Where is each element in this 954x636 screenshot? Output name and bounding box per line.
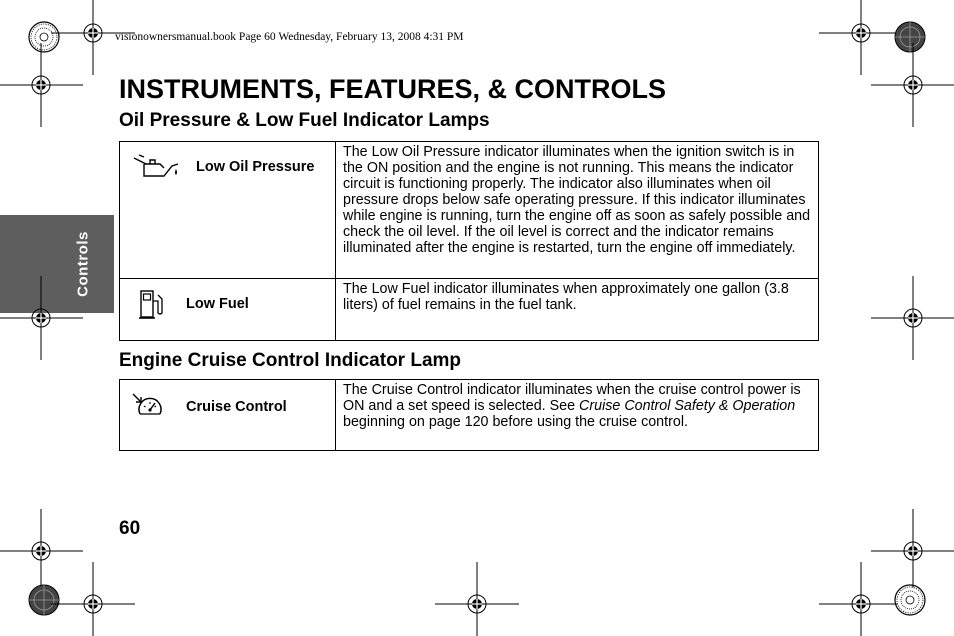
print-header: visionownersmanual.book Page 60 Wednesday, February 13, 2008 4:31 PM — [115, 31, 464, 43]
indicator-description: The Low Oil Pressure indicator illuminates when the ignition switch is in the ON position and the engine is not running. This means the indicator circuit is functioning properly. The indicator also illuminates when oil pressure drops below safe operating pressure. If this indicator illuminates while engine is running, turn the engine off as soon as safely possible and check the oil level. If the oil level is correct and the indicator remains illuminated after the engine is restarted, turn the engine off immediately. — [336, 142, 819, 279]
section-title-oil-fuel: Oil Pressure & Low Fuel Indicator Lamps — [119, 110, 490, 131]
description-text: beginning on page 120 before using the cruise control. — [343, 414, 688, 430]
page-title: INSTRUMENTS, FEATURES, & CONTROLS — [119, 74, 667, 104]
section-title-cruise: Engine Cruise Control Indicator Lamp — [119, 350, 462, 371]
cross-reference: Cruise Control Safety & Operation — [579, 398, 796, 414]
indicator-description: The Low Fuel indicator illuminates when approximately one gallon (3.8 liters) of fuel remains in the fuel tank. — [336, 279, 819, 341]
side-tab-label: Controls — [74, 231, 92, 297]
page-number: 60 — [119, 518, 141, 539]
indicator-name: Low Fuel — [186, 296, 249, 312]
description-text: The Cruise Control indicator illuminates when the cruise control power is ON and a set speed is selected. See — [343, 382, 801, 414]
indicator-name: Cruise Control — [186, 399, 287, 415]
indicator-name: Low Oil Pressure — [196, 159, 315, 175]
